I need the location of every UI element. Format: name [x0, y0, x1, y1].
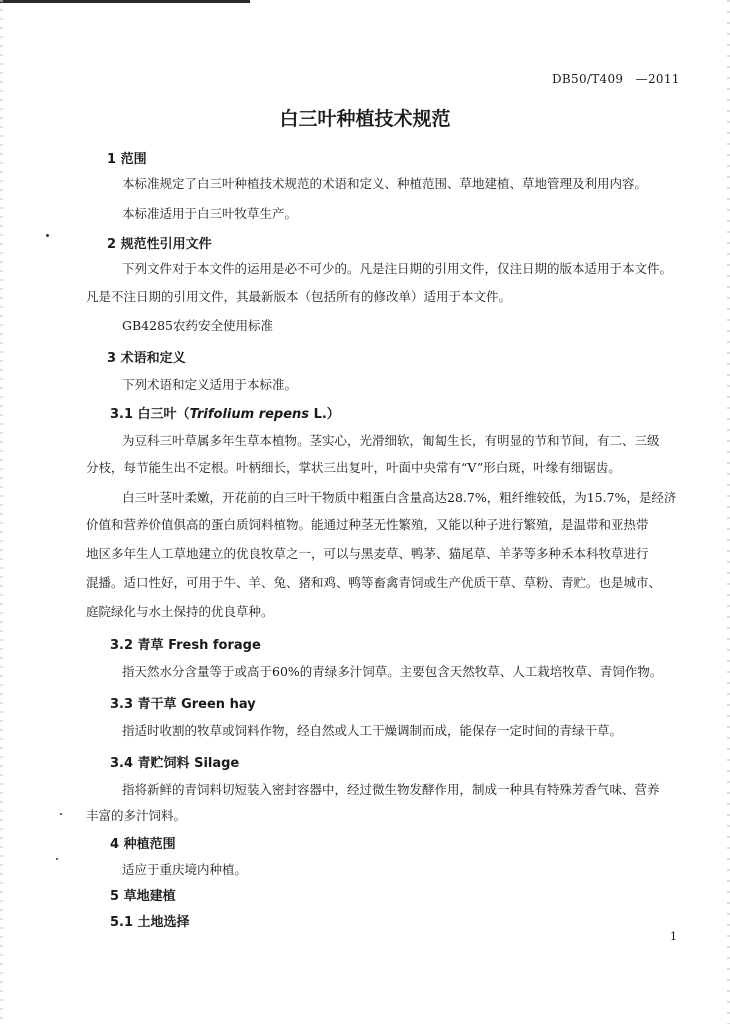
term-3-1-paragraph-1-line-2: 分枝，每节能生出不定根。叶柄细长，掌状三出复叶，叶面中央常有“V”形白斑，叶缘有细锯齿。 — [86, 460, 621, 475]
scan-speck — [60, 813, 62, 815]
section-4-heading: 4 种植范围 — [110, 837, 176, 852]
scan-edge-left — [0, 0, 3, 1024]
section-2-reference: GB4285农药安全使用标准 — [122, 318, 273, 333]
section-3-heading: 3 术语和定义 — [107, 351, 186, 366]
document-id: DB50/T409 —2011 — [552, 72, 680, 86]
term-3-4-heading: 3.4 青贮饲料 Silage — [110, 756, 240, 771]
term-3-1-paragraph-1-line-1: 为豆科三叶草属多年生草本植物。茎实心，光滑细软，匍匐生长，有明显的节和节间，有二、三级 — [122, 433, 660, 448]
section-1-paragraph-2: 本标准适用于白三叶牧草生产。 — [122, 206, 298, 221]
section-5-heading: 5 草地建植 — [110, 889, 176, 904]
term-3-4-paragraph-line-2: 丰富的多汁饲料。 — [86, 808, 187, 823]
term-3-4-paragraph-line-1: 指将新鲜的青饲料切短装入密封容器中，经过微生物发酵作用，制成一种具有特殊芳香气味、营养 — [122, 782, 660, 797]
term-3-1-latin-name: Trifolium repens — [189, 407, 310, 422]
section-3-intro: 下列术语和定义适用于本标准。 — [122, 377, 298, 392]
section-2-heading: 2 规范性引用文件 — [107, 237, 212, 252]
page-title: 白三叶种植技术规范 — [279, 108, 451, 130]
scan-speck — [46, 234, 49, 237]
section-1-paragraph-1: 本标准规定了白三叶种植技术规范的术语和定义、种植范围、草地建植、草地管理及利用内容。 — [122, 176, 648, 191]
term-3-1-paragraph-2-line-1: 白三叶茎叶柔嫩，开花前的白三叶干物质中粗蛋白含量高达28.7%，粗纤维较低，为15.7%，是经济 — [122, 490, 677, 505]
section-1-heading: 1 范围 — [107, 152, 147, 167]
scan-speck — [56, 858, 58, 860]
term-3-2-heading: 3.2 青草 Fresh forage — [110, 638, 261, 653]
term-3-3-heading: 3.3 青干草 Green hay — [110, 697, 256, 712]
term-3-1-paragraph-2-line-4: 混播。适口性好，可用于牛、羊、兔、猪和鸡、鸭等畜禽青饲或生产优质干草、草粉、青贮。也是城市、 — [86, 575, 662, 590]
term-3-1-paragraph-2-line-2: 价值和营养价值俱高的蛋白质饲料植物。能通过种茎无性繁殖，又能以种子进行繁殖，是温带和亚热带 — [86, 517, 649, 532]
term-3-1-paragraph-2-line-5: 庭院绿化与水土保持的优良草种。 — [86, 604, 274, 619]
section-4-paragraph: 适应于重庆境内种植。 — [122, 862, 248, 877]
section-2-paragraph-line-2: 凡是不注日期的引用文件，其最新版本（包括所有的修改单）适用于本文件。 — [86, 289, 512, 304]
term-3-2-paragraph: 指天然水分含量等于或高于60%的青绿多汁饲草。主要包含天然牧草、人工栽培牧草、青饲作物。 — [122, 664, 663, 679]
term-3-1-heading-prefix: 3.1 白三叶（ — [110, 407, 190, 422]
term-3-1-paragraph-2-line-3: 地区多年生人工草地建立的优良牧草之一，可以与黑麦草、鸭茅、猫尾草、羊茅等多种禾本科牧草进行 — [86, 546, 649, 561]
term-3-3-paragraph: 指适时收割的牧草或饲料作物，经自然或人工干燥调制而成，能保存一定时间的青绿干草。 — [122, 723, 623, 738]
section-2-paragraph-line-1: 下列文件对于本文件的运用是必不可少的。凡是注日期的引用文件，仅注日期的版本适用于本文件。 — [122, 261, 673, 276]
page-number: 1 — [670, 930, 677, 943]
scan-artifact-top — [0, 0, 250, 3]
section-5-1-heading: 5.1 土地选择 — [110, 915, 190, 930]
term-3-1-heading-suffix: L.） — [309, 407, 340, 422]
term-3-1-heading — [110, 403, 340, 422]
